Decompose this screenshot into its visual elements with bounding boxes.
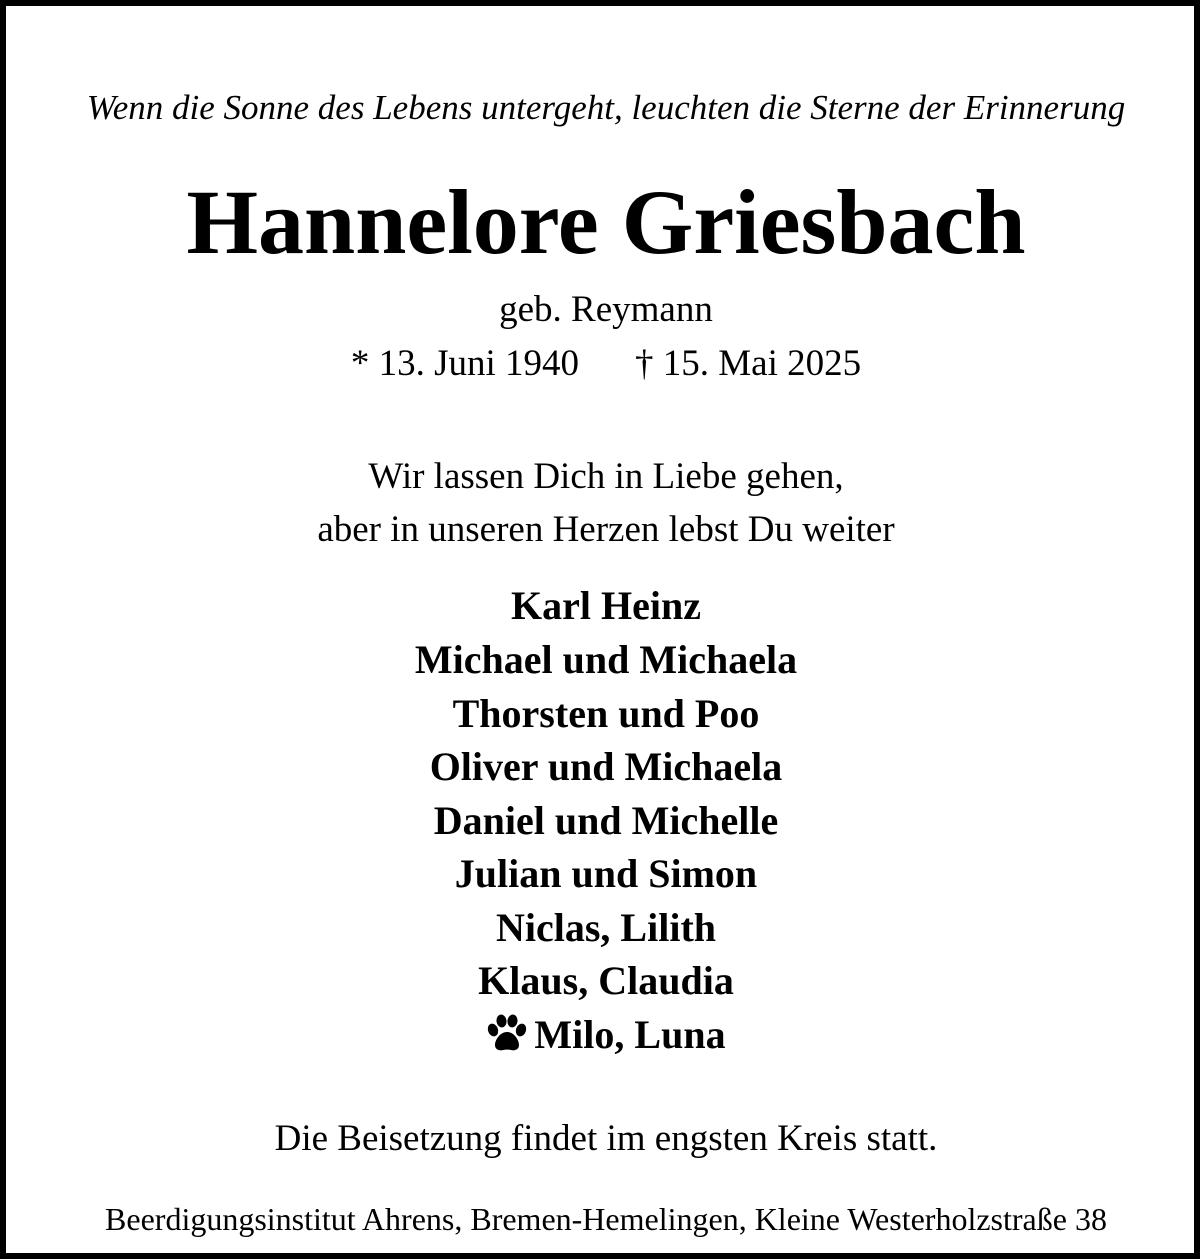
mourner-line-pets: [6, 1011, 1200, 1064]
birth-name: geb. Reymann: [499, 289, 713, 330]
motto: Wenn die Sonne des Lebens untergeht, leuchten die Sterne der Erinnerung: [86, 88, 1126, 127]
mourner-line: Niclas, Lilith: [495, 905, 717, 950]
mourner-line: Oliver und Michaela: [429, 744, 783, 789]
mourner-line: Daniel und Michelle: [433, 798, 779, 843]
mourner-pets-names: Milo, Luna: [534, 1012, 726, 1057]
mourner-line: Klaus, Claudia: [478, 958, 734, 1003]
paw-print-icon: [486, 1012, 528, 1064]
verse-line-2: aber in unseren Herzen lebst Du weiter: [317, 509, 895, 550]
deceased-name: Hannelore Griesbach: [186, 171, 1026, 273]
mourner-line: Michael und Michaela: [414, 637, 798, 682]
verse-line-1: Wir lassen Dich in Liebe gehen,: [368, 456, 844, 497]
birth-date: * 13. Juni 1940: [350, 343, 580, 384]
life-dates: [6, 342, 1200, 385]
undertaker-info: Beerdigungsinstitut Ahrens, Bremen-Hemelingen, Kleine Westerholzstraße 38: [105, 1201, 1107, 1237]
mourner-line: Julian und Simon: [454, 851, 758, 896]
burial-note: Die Beisetzung findet im engsten Kreis statt.: [274, 1118, 938, 1159]
mourner-line: Thorsten und Poo: [452, 691, 760, 736]
death-date: † 15. Mai 2025: [635, 343, 862, 384]
mourner-line: Karl Heinz: [511, 583, 701, 628]
